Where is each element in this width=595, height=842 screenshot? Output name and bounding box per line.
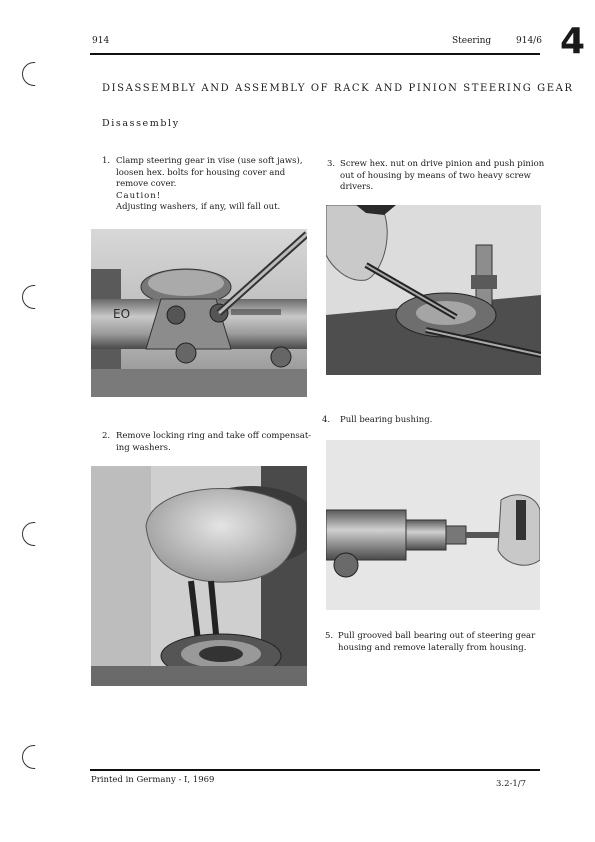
step-4-number: 4. — [322, 415, 331, 425]
step-3-line-1: Screw hex. nut on drive pinion and push pinion — [340, 159, 545, 169]
header-model: 914 — [92, 36, 110, 46]
group-number: 4 — [560, 21, 586, 62]
punch-hole-3 — [22, 522, 46, 546]
step-1-line-1: Clamp steering gear in vise (use soft jaws), — [116, 156, 303, 166]
footer-page-ref: 3.2-1/7 — [496, 779, 527, 789]
step-5-number: 5. — [325, 631, 334, 641]
step-2-line-2: ing washers. — [116, 442, 171, 453]
step-3-line-3: drivers. — [340, 182, 374, 192]
punch-hole-2 — [22, 285, 46, 309]
punch-hole-4 — [22, 745, 46, 769]
page-title: DISASSEMBLY AND ASSEMBLY OF RACK AND PINION STEERING GEAR — [102, 83, 574, 94]
step-1-caution-text: Adjusting washers, if any, will fall out. — [116, 202, 281, 212]
step-2-number: 2. — [102, 431, 111, 441]
header-page-code: 914/6 — [516, 36, 542, 46]
punch-hole-1 — [22, 62, 46, 86]
photo-pull-bearing-bushing — [326, 440, 540, 610]
step-1 — [102, 156, 322, 214]
photo-push-pinion-out — [326, 205, 541, 375]
photo-remove-locking-ring — [91, 466, 307, 686]
header-rule — [90, 53, 540, 55]
step-5 — [325, 631, 550, 654]
step-1-caution-label: Caution! — [116, 190, 162, 201]
step-5-line-1: Pull grooved ball bearing out of steering gear — [338, 631, 536, 641]
step-3-number: 3. — [327, 159, 336, 169]
step-3-line-2: out of housing by means of two heavy screw — [340, 170, 531, 181]
photo-steering-gear-in-vise — [91, 229, 307, 397]
header-section: Steering — [452, 36, 492, 46]
footer-rule — [90, 769, 540, 771]
step-5-line-2: housing and remove laterally from housing. — [338, 642, 527, 653]
footer-printed: Printed in Germany - I, 1969 — [91, 775, 215, 785]
step-4-line-1: Pull bearing bushing. — [340, 415, 433, 425]
step-2-line-1: Remove locking ring and take off compensat- — [116, 431, 312, 441]
section-subtitle: Disassembly — [102, 118, 180, 129]
photo1-housing-marking: ЕО — [113, 307, 131, 321]
step-2 — [102, 431, 322, 454]
step-1-line-2: loosen hex. bolts for housing cover and — [116, 167, 286, 178]
step-1-line-3: remove cover. — [116, 179, 177, 189]
step-3 — [327, 159, 552, 194]
step-1-number: 1. — [102, 156, 111, 166]
step-4 — [322, 415, 547, 427]
